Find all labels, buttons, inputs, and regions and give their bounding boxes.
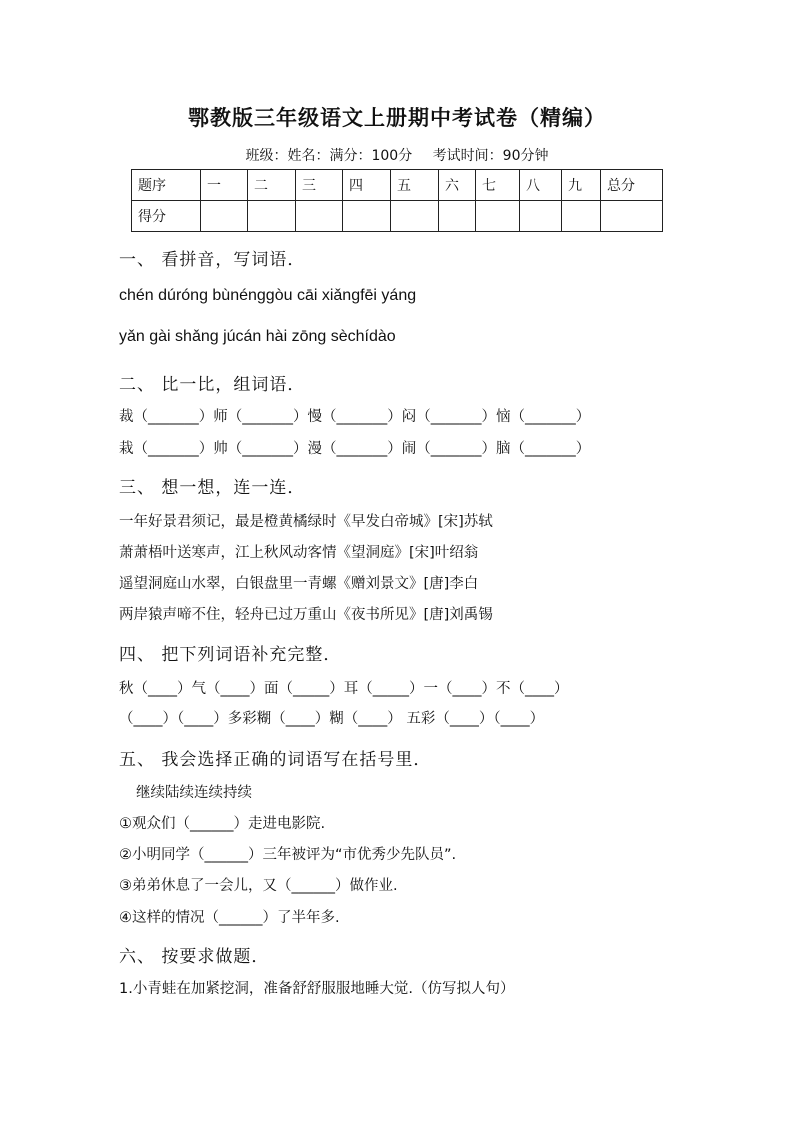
exam-info [0, 145, 794, 165]
idiom-fill-line: 秋（____）气（____）面（_____）耳（_____）一（____）不（____） [119, 681, 569, 697]
score-header-cell: 二 [248, 170, 296, 201]
score-table-score-row [132, 201, 663, 232]
score-header-cell: 八 [520, 170, 562, 201]
exam-info-class-name-score: 班级：姓名：满分：100分 [245, 148, 413, 164]
word-compare-line: 栽（_______）帅（_______）漫（_______）闹（_______）脑（_______） [119, 441, 591, 457]
section-1-heading: 一、 看拼音，写词语． [119, 250, 306, 270]
score-input-cell[interactable] [201, 201, 248, 232]
idiom-fill-line: （____）（____）多彩糊（____）糊（____） 五彩（____）（____） [119, 711, 545, 727]
score-table [131, 169, 663, 232]
choice-question: ③弟弟休息了一会儿，又（______）做作业. [119, 878, 398, 894]
score-header-cell: 七 [476, 170, 520, 201]
score-input-cell[interactable] [296, 201, 343, 232]
score-header-cell: 六 [439, 170, 476, 201]
poem-match-line: 萧萧梧叶送寒声，江上秋风动客情《望洞庭》[宋]叶绍翁 [119, 545, 479, 561]
score-table-header-row [132, 170, 663, 201]
score-input-cell[interactable] [520, 201, 562, 232]
score-header-cell: 四 [343, 170, 391, 201]
section-2-heading: 二、 比一比，组词语． [119, 375, 306, 395]
score-input-cell[interactable] [562, 201, 601, 232]
score-input-cell[interactable] [391, 201, 439, 232]
pinyin-line: chén dúróng bùnénggòu cāi xiǎngfēi yáng [119, 287, 417, 304]
score-row-label: 得分 [132, 201, 201, 232]
poem-match-line: 两岸猿声啼不住，轻舟已过万重山《夜书所见》[唐]刘禹锡 [119, 607, 493, 623]
poem-match-line: 遥望洞庭山水翠，白银盘里一青螺《赠刘景文》[唐]李白 [119, 576, 479, 592]
choice-question: ①观众们（______）走进电影院. [119, 816, 326, 832]
exam-info-time: 考试时间：90分钟 [432, 148, 549, 164]
score-header-cell: 五 [391, 170, 439, 201]
page-title: 鄂教版三年级语文上册期中考试卷（精编） [188, 105, 606, 130]
score-input-cell[interactable] [601, 201, 663, 232]
pinyin-line: yǎn gài shǎng júcán hài zōng sèchídào [119, 328, 396, 345]
section-5-heading: 五、 我会选择正确的词语写在括号里． [119, 750, 432, 770]
score-header-cell: 一 [201, 170, 248, 201]
score-input-cell[interactable] [476, 201, 520, 232]
score-input-cell[interactable] [343, 201, 391, 232]
section-6-heading: 六、 按要求做题． [119, 947, 270, 967]
score-header-cell: 九 [562, 170, 601, 201]
rewrite-question: 1.小青蛙在加紧挖洞，准备舒舒服服地睡大觉.（仿写拟人句） [119, 981, 515, 997]
score-header-cell: 三 [296, 170, 343, 201]
section-3-heading: 三、 想一想，连一连． [119, 478, 306, 498]
choice-question: ④这样的情况（______）了半年多. [119, 910, 340, 926]
section-4-heading: 四、 把下列词语补充完整． [119, 645, 342, 665]
word-compare-line: 裁（_______）师（_______）慢（_______）闷（_______）恼（_______） [119, 409, 591, 425]
poem-match-line: 一年好景君须记，最是橙黄橘绿时《早发白帝城》[宋]苏轼 [119, 514, 493, 530]
choice-question: ②小明同学（______）三年被评为“市优秀少先队员”. [119, 847, 457, 863]
score-input-cell[interactable] [439, 201, 476, 232]
score-header-cell: 题序 [132, 170, 201, 201]
score-header-cell: 总分 [601, 170, 663, 201]
score-input-cell[interactable] [248, 201, 296, 232]
word-choices: 继续陆续连续持续 [136, 785, 252, 801]
